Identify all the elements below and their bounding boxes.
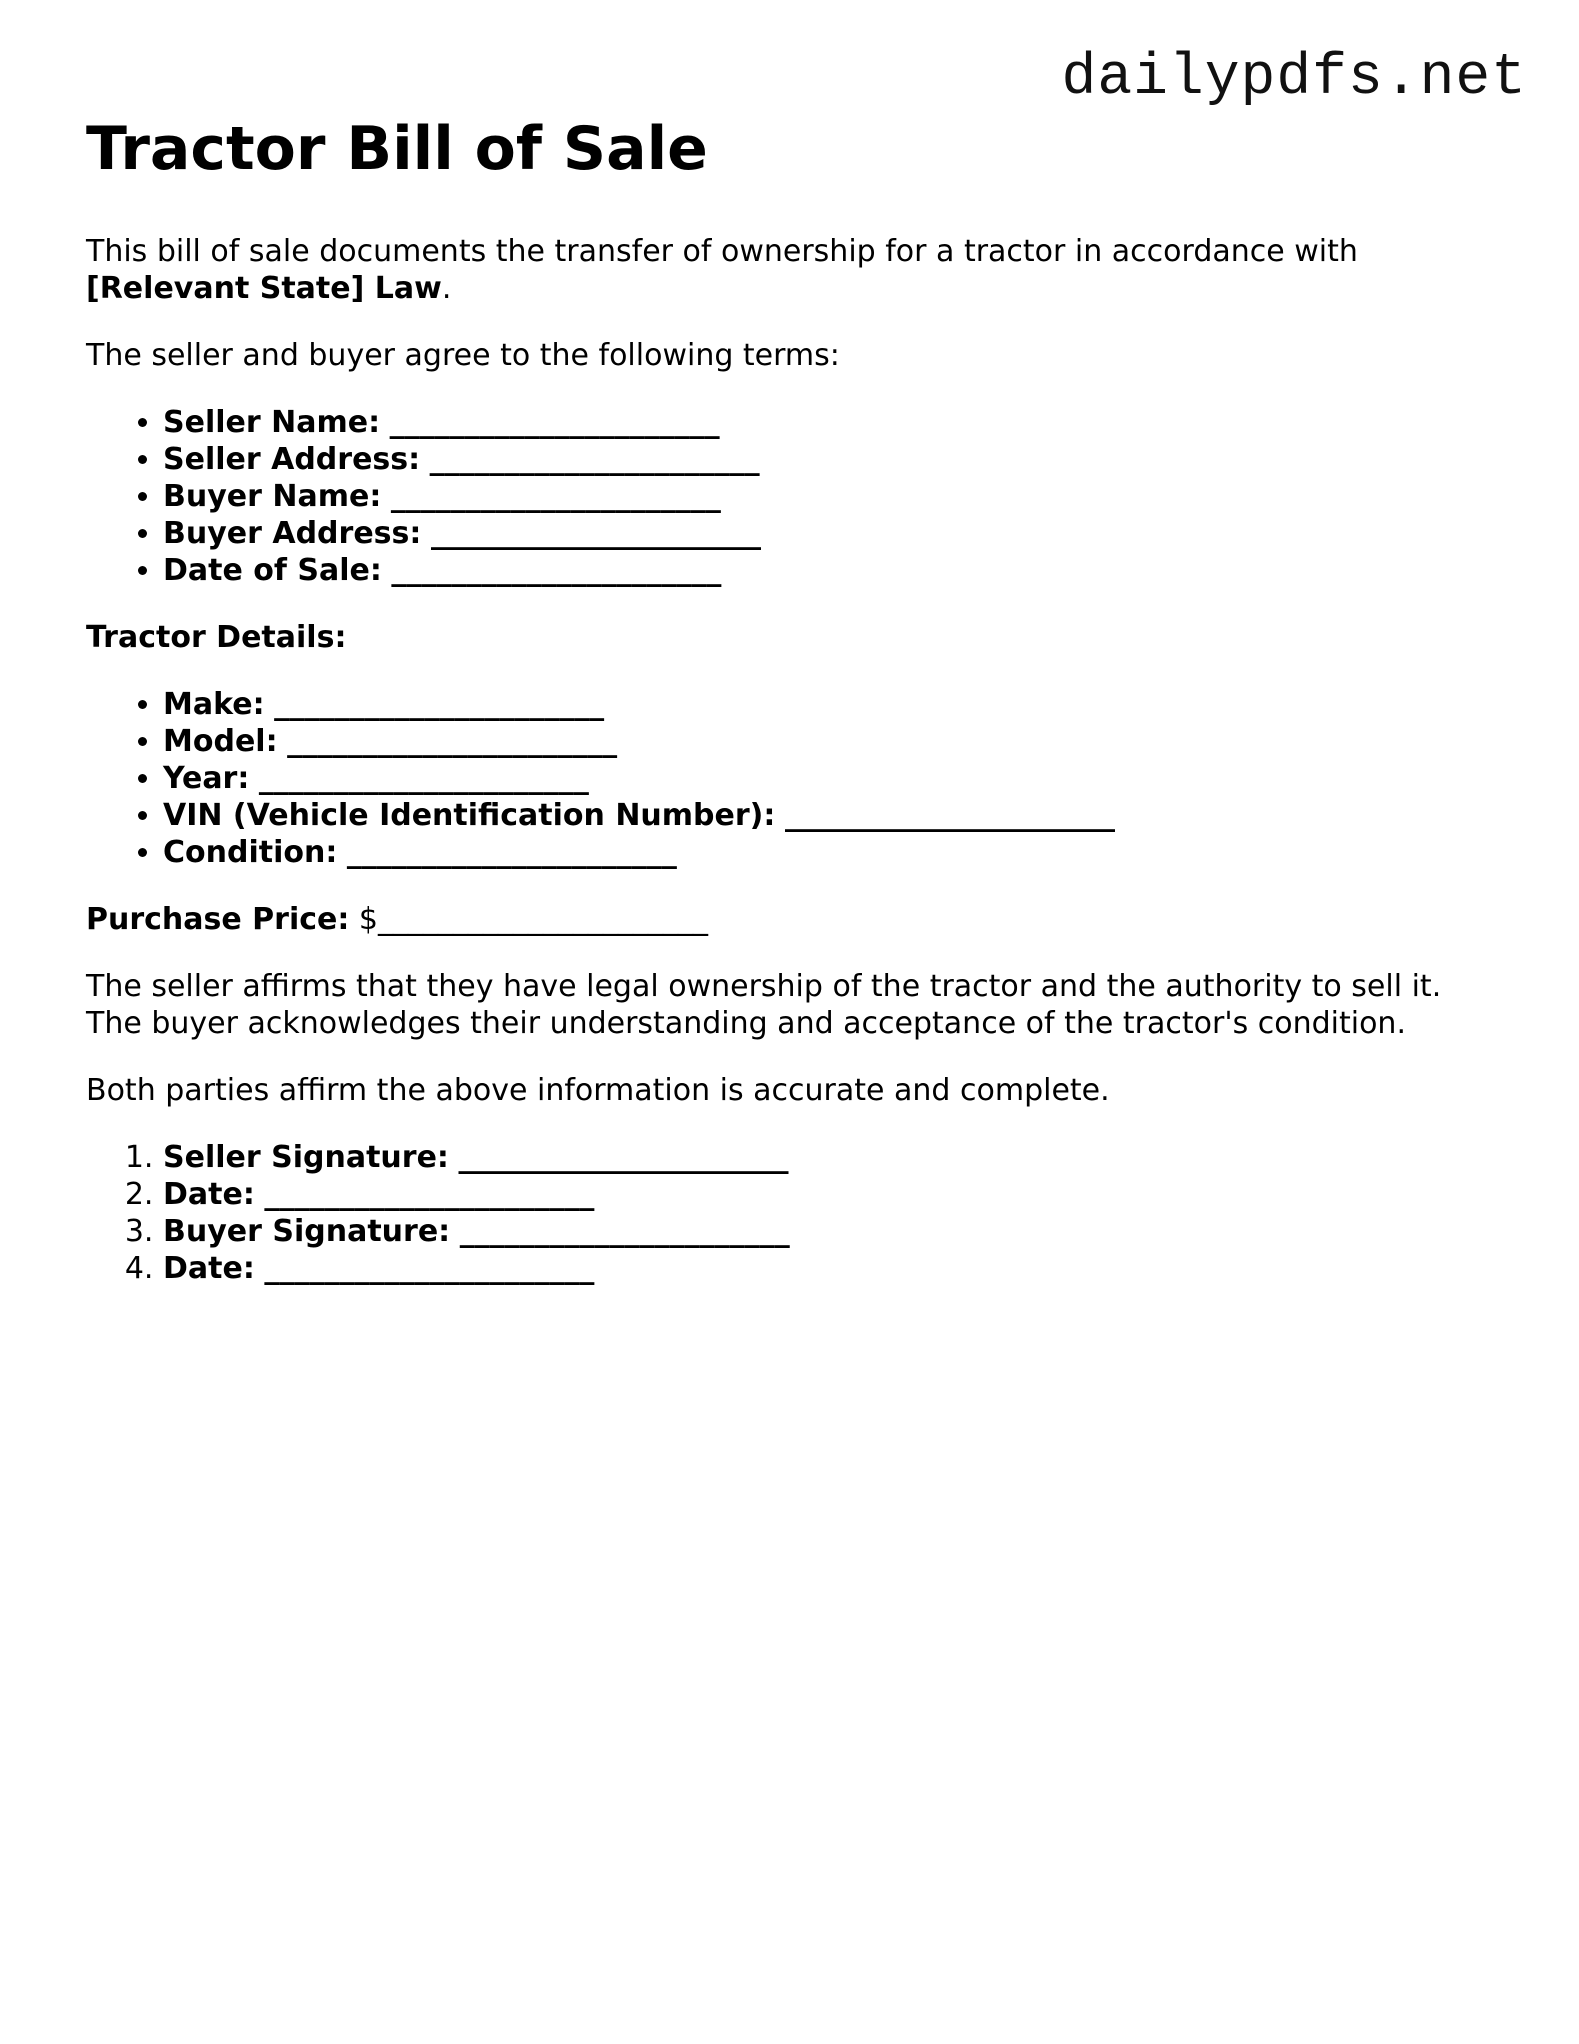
relevant-law: [Relevant State] Law [86, 271, 442, 306]
fill-blank[interactable]: ______________________ [390, 479, 721, 514]
signature-field-buyer-date [163, 1250, 1506, 1287]
tractor-field-year [163, 760, 1506, 797]
tractor-details-heading-text: Tractor Details: [86, 620, 347, 655]
field-label: Date of Sale: [163, 553, 382, 588]
field-label: Year: [163, 761, 250, 796]
terms-intro: The seller and buyer agree to the following terms: [86, 338, 840, 373]
tractor-field-make [163, 686, 1506, 723]
signature-field-seller-date [163, 1176, 1506, 1213]
purchase-price-blank[interactable]: $______________________ [358, 902, 709, 937]
fill-blank[interactable]: ______________________ [458, 1140, 789, 1175]
fill-blank[interactable]: ______________________ [429, 442, 760, 477]
field-label: Buyer Name: [163, 479, 382, 514]
field-label: VIN (Vehicle Identification Number): [163, 798, 776, 833]
fill-blank[interactable]: ______________________ [264, 1251, 595, 1286]
tractor-field-model [163, 723, 1506, 760]
fill-blank[interactable]: ______________________ [391, 553, 722, 588]
field-label: Model: [163, 724, 278, 759]
tractor-fields-list [86, 686, 1506, 871]
party-fields-list [86, 404, 1506, 589]
fill-blank[interactable]: ______________________ [258, 761, 589, 796]
party-field-buyer-name [163, 478, 1506, 515]
accuracy-statement: Both parties affirm the above information is accurate and complete. [86, 1073, 1110, 1108]
intro-end: . [441, 271, 452, 306]
purchase-price [86, 901, 1506, 938]
purchase-price-label: Purchase Price: [86, 902, 350, 937]
signature-list [86, 1139, 1506, 1287]
field-label: Seller Address: [163, 442, 421, 477]
field-label: Date: [163, 1177, 255, 1212]
affirmation-paragraph [86, 968, 1506, 1042]
field-label: Make: [163, 687, 265, 722]
field-label: Seller Name: [163, 405, 381, 440]
document-title: Tractor Bill of Sale [86, 114, 708, 184]
fill-blank[interactable]: ______________________ [430, 516, 761, 551]
fill-blank[interactable]: ______________________ [389, 405, 720, 440]
tractor-field-vin [163, 797, 1506, 834]
fill-blank[interactable]: ______________________ [274, 687, 605, 722]
site-watermark: dailypdfs.net [1061, 46, 1527, 111]
intro-text: This bill of sale documents the transfer of ownership for a tractor in accordance with [86, 234, 1358, 269]
fill-blank[interactable]: ______________________ [784, 798, 1115, 833]
intro-paragraph [86, 233, 1506, 307]
field-label: Condition: [163, 835, 338, 870]
party-field-buyer-address [163, 515, 1506, 552]
field-label: Buyer Signature: [163, 1214, 451, 1249]
buyer-acknowledgement: The buyer acknowledges their understanding and acceptance of the tractor's condition. [86, 1006, 1406, 1041]
signature-field-buyer [163, 1213, 1506, 1250]
fill-blank[interactable]: ______________________ [287, 724, 618, 759]
fill-blank[interactable]: ______________________ [346, 835, 677, 870]
document-body [86, 105, 1506, 1287]
party-field-date-of-sale [163, 552, 1506, 589]
tractor-details-heading [86, 619, 1506, 656]
signature-field-seller [163, 1139, 1506, 1176]
party-field-seller-name [163, 404, 1506, 441]
fill-blank[interactable]: ______________________ [459, 1214, 790, 1249]
fill-blank[interactable]: ______________________ [264, 1177, 595, 1212]
field-label: Date: [163, 1251, 255, 1286]
tractor-field-condition [163, 834, 1506, 871]
field-label: Seller Signature: [163, 1140, 449, 1175]
party-field-seller-address [163, 441, 1506, 478]
field-label: Buyer Address: [163, 516, 422, 551]
seller-affirmation: The seller affirms that they have legal ownership of the tractor and the authority to sell it. [86, 969, 1442, 1004]
